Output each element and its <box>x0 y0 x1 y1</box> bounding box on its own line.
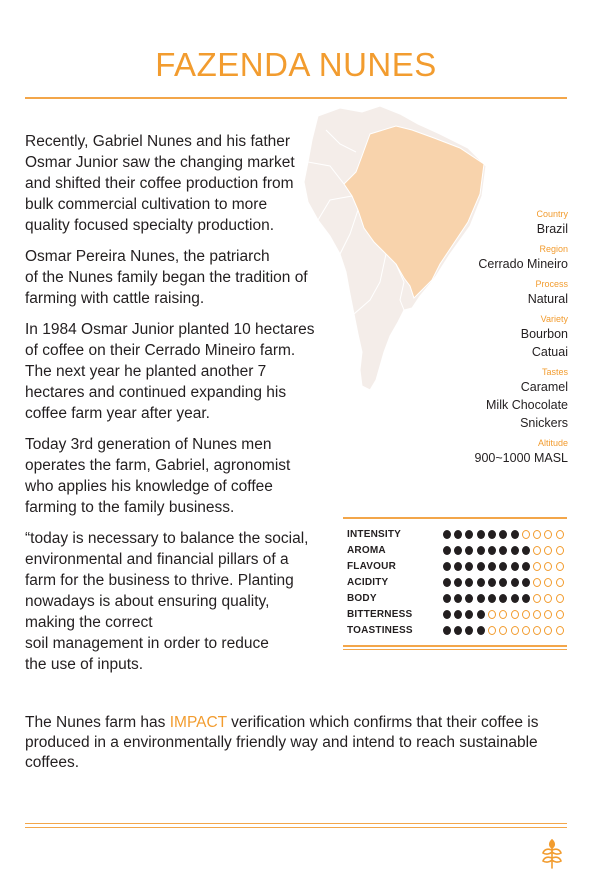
bean-empty-icon <box>533 562 541 571</box>
bean-filled-icon <box>454 578 462 587</box>
bean-filled-icon <box>477 610 485 619</box>
bean-empty-icon <box>556 562 564 571</box>
bean-filled-icon <box>443 562 451 571</box>
bean-filled-icon <box>443 626 451 635</box>
fact-country <box>368 208 568 238</box>
bean-filled-icon <box>511 578 519 587</box>
bean-filled-icon <box>477 546 485 555</box>
bean-filled-icon <box>488 562 496 571</box>
bean-empty-icon <box>533 610 541 619</box>
bean-filled-icon <box>522 594 530 603</box>
fact-value: Natural <box>527 292 568 306</box>
fact-region <box>368 243 568 273</box>
profile-bean-scale <box>443 626 567 635</box>
bean-filled-icon <box>465 594 473 603</box>
bean-filled-icon <box>522 546 530 555</box>
bean-empty-icon <box>511 626 519 635</box>
bean-filled-icon <box>454 594 462 603</box>
profile-row-body <box>347 590 567 606</box>
story-paragraph-5: “today is necessary to balance the social, environmental and financial pillars of a farm for the business to thrive. Planting nowadays is about ensuring quality, making the correct soil management in order to reduce the use of inputs. <box>25 530 309 673</box>
bean-filled-icon <box>499 530 507 539</box>
page-title: FAZENDA NUNES <box>155 46 437 83</box>
bean-empty-icon <box>544 610 552 619</box>
profile-bottom-divider-thin <box>343 649 567 650</box>
profile-bean-scale <box>443 578 567 587</box>
profile-label: FLAVOUR <box>347 560 396 572</box>
profile-label: BITTERNESS <box>347 608 413 620</box>
profile-bean-scale <box>443 610 567 619</box>
bean-empty-icon <box>533 594 541 603</box>
bean-empty-icon <box>533 626 541 635</box>
bean-filled-icon <box>522 578 530 587</box>
bean-empty-icon <box>544 578 552 587</box>
verification-text <box>25 713 570 773</box>
bean-filled-icon <box>522 562 530 571</box>
bean-empty-icon <box>511 610 519 619</box>
bean-empty-icon <box>499 610 507 619</box>
bean-empty-icon <box>488 610 496 619</box>
story-paragraph-2: Osmar Pereira Nunes, the patriarch of the Nunes family began the tradition of farming with cattle raising. <box>25 248 308 307</box>
profile-label: INTENSITY <box>347 528 402 540</box>
bean-filled-icon <box>443 546 451 555</box>
footer-divider-thin <box>25 827 567 828</box>
bean-filled-icon <box>443 594 451 603</box>
verification-text-pre: The Nunes farm has <box>25 714 170 731</box>
bean-empty-icon <box>556 610 564 619</box>
footer-divider <box>25 823 567 824</box>
bean-empty-icon <box>488 626 496 635</box>
profile-bean-scale <box>443 530 567 539</box>
profile-row-flavour <box>347 558 567 574</box>
bean-filled-icon <box>443 530 451 539</box>
bean-filled-icon <box>511 546 519 555</box>
profile-label: AROMA <box>347 544 386 556</box>
bean-filled-icon <box>443 578 451 587</box>
profile-bottom-divider <box>343 645 567 647</box>
fact-value: Catuai <box>531 345 568 359</box>
bean-filled-icon <box>454 626 462 635</box>
bean-filled-icon <box>465 578 473 587</box>
bean-filled-icon <box>477 530 485 539</box>
story-paragraph-3: In 1984 Osmar Junior planted 10 hectares of coffee on their Cerrado Mineiro farm. The next year he planted another 7 hectares and continued expanding his coffee farm year after year. <box>25 321 315 422</box>
fact-value: 900~1000 MASL <box>474 451 568 465</box>
bean-filled-icon <box>454 562 462 571</box>
bean-filled-icon <box>511 530 519 539</box>
bean-empty-icon <box>544 562 552 571</box>
flavor-profile <box>347 526 567 638</box>
profile-row-aroma <box>347 542 567 558</box>
bean-empty-icon <box>556 626 564 635</box>
bean-filled-icon <box>488 546 496 555</box>
fact-label: Altitude <box>537 438 568 448</box>
fact-value: Snickers <box>520 416 568 430</box>
bean-empty-icon <box>556 594 564 603</box>
bean-filled-icon <box>477 578 485 587</box>
bean-filled-icon <box>499 594 507 603</box>
story-paragraph-1: Recently, Gabriel Nunes and his father Osmar Junior saw the changing market and shifted their coffee production from bulk commercial cultivation to more quality focused specialty production. <box>25 133 295 234</box>
bean-filled-icon <box>488 530 496 539</box>
fact-process <box>368 278 568 308</box>
fact-variety <box>368 313 568 361</box>
profile-bean-scale <box>443 562 567 571</box>
verification-text-post: verification which confirms that their coffee is produced in a environmentally friendly way and intend to reach sustainable coffees. <box>25 714 539 771</box>
bean-empty-icon <box>556 546 564 555</box>
bean-filled-icon <box>499 562 507 571</box>
bean-filled-icon <box>465 562 473 571</box>
bean-empty-icon <box>556 578 564 587</box>
fact-label: Variety <box>540 314 568 324</box>
title-divider <box>25 97 567 99</box>
bean-filled-icon <box>454 610 462 619</box>
fact-altitude <box>368 437 568 467</box>
bean-empty-icon <box>522 610 530 619</box>
fact-value: Brazil <box>536 222 568 236</box>
bean-filled-icon <box>499 578 507 587</box>
fact-value: Cerrado Mineiro <box>478 257 568 271</box>
profile-row-bitterness <box>347 606 567 622</box>
bean-filled-icon <box>465 610 473 619</box>
bean-empty-icon <box>544 530 552 539</box>
bean-filled-icon <box>477 562 485 571</box>
bean-filled-icon <box>477 626 485 635</box>
coffee-plant-logo-icon <box>540 836 564 870</box>
bean-empty-icon <box>533 530 541 539</box>
bean-filled-icon <box>465 546 473 555</box>
bean-filled-icon <box>477 594 485 603</box>
bean-filled-icon <box>443 610 451 619</box>
bean-filled-icon <box>488 594 496 603</box>
bean-filled-icon <box>454 530 462 539</box>
bean-empty-icon <box>522 626 530 635</box>
bean-empty-icon <box>533 546 541 555</box>
story-paragraph-4: Today 3rd generation of Nunes men operates the farm, Gabriel, agronomist who applies his knowledge of coffee farming to the family business. <box>25 436 291 516</box>
profile-bean-scale <box>443 546 567 555</box>
bean-filled-icon <box>454 546 462 555</box>
bean-empty-icon <box>522 530 530 539</box>
fact-value: Caramel <box>520 380 568 394</box>
profile-bean-scale <box>443 594 567 603</box>
bean-filled-icon <box>511 562 519 571</box>
bean-filled-icon <box>465 530 473 539</box>
fact-label: Process <box>535 279 568 289</box>
bean-filled-icon <box>465 626 473 635</box>
profile-row-acidity <box>347 574 567 590</box>
bean-empty-icon <box>533 578 541 587</box>
profile-label: TOASTINESS <box>347 624 413 636</box>
fact-value: Bourbon <box>520 327 568 341</box>
bean-empty-icon <box>544 626 552 635</box>
profile-label: BODY <box>347 592 377 604</box>
fact-tastes <box>368 366 568 432</box>
bean-empty-icon <box>544 594 552 603</box>
bean-filled-icon <box>488 578 496 587</box>
bean-filled-icon <box>511 594 519 603</box>
profile-row-intensity <box>347 526 567 542</box>
bean-empty-icon <box>544 546 552 555</box>
profile-row-toastiness <box>347 622 567 638</box>
coffee-facts <box>368 208 568 472</box>
bean-empty-icon <box>499 626 507 635</box>
story-text <box>25 131 325 685</box>
fact-value: Milk Chocolate <box>486 398 568 412</box>
bean-empty-icon <box>556 530 564 539</box>
profile-top-divider <box>343 517 567 519</box>
fact-label: Tastes <box>541 367 568 377</box>
impact-highlight: IMPACT <box>169 714 227 731</box>
bean-filled-icon <box>499 546 507 555</box>
fact-label: Region <box>539 244 568 254</box>
profile-label: ACIDITY <box>347 576 389 588</box>
fact-label: Country <box>536 209 568 219</box>
